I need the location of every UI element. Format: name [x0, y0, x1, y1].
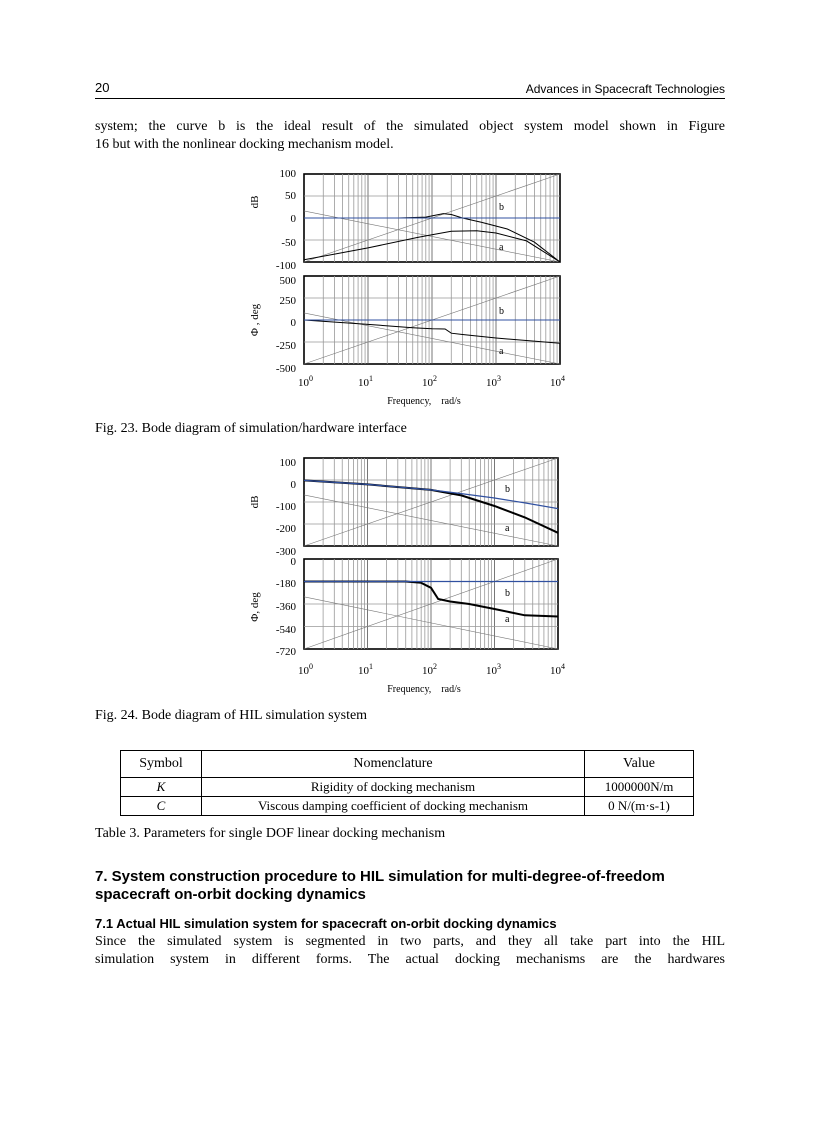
fig23-phase-ytick-500: 500 — [279, 275, 296, 287]
fig23-phase-ytick-m500: -500 — [275, 363, 296, 375]
fig23-mag-label-a: a — [499, 242, 504, 253]
fig23-xtick-3: $10^3$ — [486, 374, 501, 389]
fig24-mag-ytick-m300: -300 — [275, 546, 296, 558]
fig24-caption: Fig. 24. Bode diagram of HIL simulation system — [95, 708, 368, 723]
fig24-xtick-0: $10^0$ — [298, 662, 313, 677]
fig24-mag-ytick-m200: -200 — [275, 523, 296, 535]
fig23-mag-ytick-0: 0 — [290, 213, 296, 225]
table-cell-symbol: K — [121, 778, 202, 797]
fig23-mag-ytick-m50: -50 — [281, 237, 296, 249]
section-line-1: Since the simulated system is segmented in two parts, and they all take part into the HIL — [95, 934, 725, 949]
table-row — [121, 778, 694, 797]
fig23-mag-ytick-m100: -100 — [275, 260, 296, 272]
table-header-value: Value — [585, 751, 694, 778]
fig23-xtick-1: $10^1$ — [358, 374, 373, 389]
fig24-phase-ytick-0: 0 — [290, 556, 296, 568]
fig23-xtick-0: $10^0$ — [298, 374, 313, 389]
fig24-mag-label-a: a — [505, 523, 510, 534]
table-header-nomenclature: Nomenclature — [202, 751, 585, 778]
fig24-mag-label-b: b — [505, 484, 510, 495]
fig24-xticks — [298, 662, 565, 677]
section-paragraph — [95, 933, 725, 969]
table-header-row — [121, 751, 694, 778]
table-row — [121, 797, 694, 816]
section-line-2: simulation system in different forms. The actual docking mechanisms are the hardwares — [95, 952, 725, 967]
fig23-svg — [240, 168, 580, 413]
fig23-phase-ytick-250: 250 — [279, 295, 296, 307]
section-heading: 7. System construction procedure to HIL simulation for multi-degree-of-freedom spacecraft on-orbit docking dynamics — [95, 868, 665, 903]
table-cell-symbol: C — [121, 797, 202, 816]
fig24-xtick-3: $10^3$ — [486, 662, 501, 677]
fig23-phase-label-b: b — [499, 306, 504, 317]
header-rule — [95, 98, 725, 99]
fig23-xlabel: Frequency, rad/s — [387, 396, 461, 407]
fig23-xticks — [298, 374, 565, 389]
page-number: 20 — [95, 80, 110, 95]
parameters-table — [120, 750, 694, 816]
intro-line-2: 16 but with the nonlinear docking mechanism model. — [95, 137, 394, 152]
fig24-mag-ylabel: dB — [249, 495, 261, 509]
table-caption: Table 3. Parameters for single DOF linear docking mechanism — [95, 826, 446, 841]
figure-24 — [240, 452, 580, 697]
fig23-mag-label-b: b — [499, 202, 504, 213]
fig24-phase-panel — [249, 556, 558, 658]
fig24-magnitude-panel — [249, 457, 558, 558]
fig24-mag-ytick-100: 100 — [279, 457, 296, 469]
fig24-phase-ylabel: Φ, deg — [249, 592, 261, 622]
fig23-xtick-4: $10^4$ — [550, 374, 565, 389]
running-header: Advances in Spacecraft Technologies — [525, 82, 725, 96]
table-cell-value: 0 N/(m·s-1) — [585, 797, 694, 816]
fig23-magnitude-panel — [249, 168, 560, 272]
fig24-mag-ytick-m100: -100 — [275, 501, 296, 513]
fig24-phase-ytick-m180: -180 — [275, 578, 296, 590]
fig24-phase-ytick-m360: -360 — [275, 601, 296, 613]
fig24-phase-label-a: a — [505, 614, 510, 625]
fig24-phase-label-b: b — [505, 588, 510, 599]
fig24-phase-grid — [304, 559, 558, 649]
subsection-heading: 7.1 Actual HIL simulation system for spacecraft on-orbit docking dynamics — [95, 916, 557, 931]
fig23-phase-panel — [249, 275, 560, 375]
fig24-xtick-2: $10^2$ — [422, 662, 437, 677]
intro-paragraph — [95, 118, 725, 154]
fig23-phase-ytick-m250: -250 — [275, 340, 296, 352]
fig24-phase-ytick-m720: -720 — [275, 646, 296, 658]
table-cell-value: 1000000N/m — [585, 778, 694, 797]
intro-line-1: system; the curve b is the ideal result of the simulated object system model shown in Figure — [95, 119, 725, 134]
fig24-mag-ytick-0: 0 — [290, 479, 296, 491]
table-cell-nomenclature: Rigidity of docking mechanism — [202, 778, 585, 797]
figure-23 — [240, 168, 580, 413]
fig24-xlabel: Frequency, rad/s — [387, 684, 461, 695]
table-cell-nomenclature: Viscous damping coefficient of docking mechanism — [202, 797, 585, 816]
fig24-svg — [240, 452, 580, 697]
fig23-mag-ytick-50: 50 — [285, 190, 296, 202]
fig24-xtick-1: $10^1$ — [358, 662, 373, 677]
fig24-xtick-4: $10^4$ — [550, 662, 565, 677]
fig23-phase-ytick-0: 0 — [290, 317, 296, 329]
fig23-mag-ylabel: dB — [249, 195, 261, 209]
fig23-mag-ytick-100: 100 — [279, 168, 296, 180]
fig23-phase-ylabel: Φ , deg — [249, 303, 261, 337]
fig23-caption: Fig. 23. Bode diagram of simulation/hardware interface — [95, 421, 407, 436]
table-header-symbol: Symbol — [121, 751, 202, 778]
fig23-phase-label-a: a — [499, 346, 504, 357]
fig24-phase-ytick-m540: -540 — [275, 624, 296, 636]
fig23-xtick-2: $10^2$ — [422, 374, 437, 389]
